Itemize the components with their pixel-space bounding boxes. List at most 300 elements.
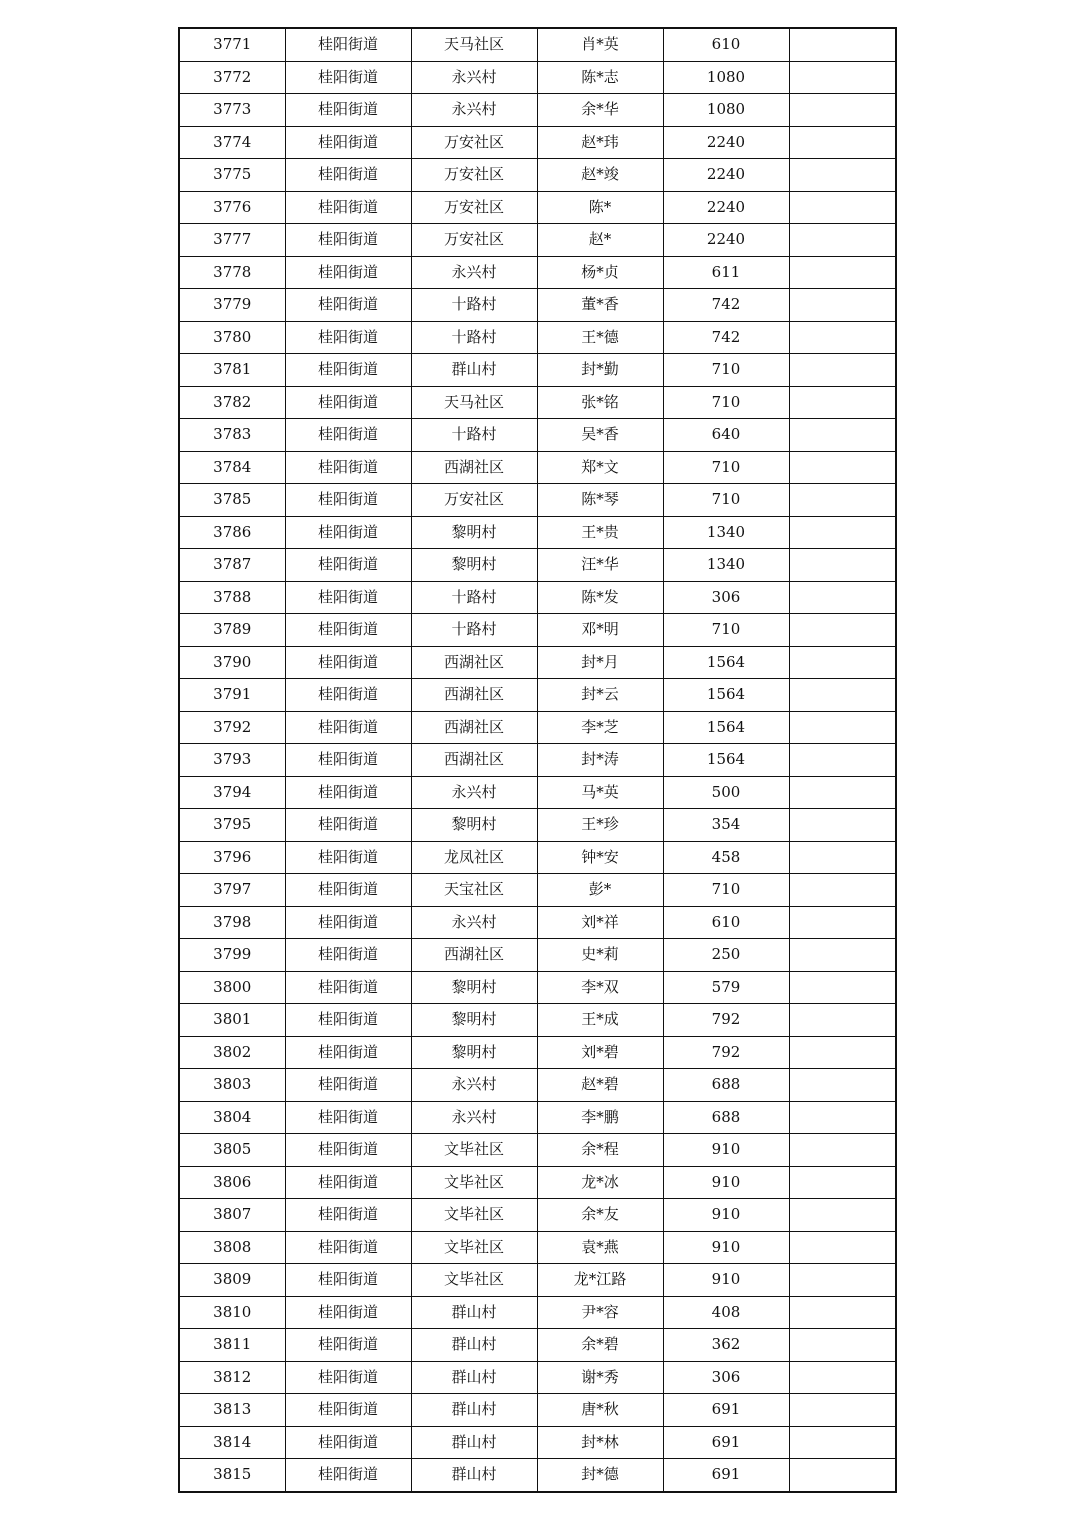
table-row: [179, 1166, 896, 1199]
serial-number-cell: 3781: [179, 354, 285, 387]
name-cell: 封*林: [537, 1426, 663, 1459]
serial-number-cell: 3784: [179, 451, 285, 484]
serial-number-cell: 3771: [179, 28, 285, 61]
table-row: [179, 744, 896, 777]
record-table: [178, 27, 897, 1493]
amount-cell: 579: [663, 971, 789, 1004]
amount-cell: 306: [663, 581, 789, 614]
name-cell: 李*芝: [537, 711, 663, 744]
village-cell: 文毕社区: [411, 1166, 537, 1199]
note-cell: [789, 1394, 896, 1427]
serial-number-cell: 3805: [179, 1134, 285, 1167]
name-cell: 余*友: [537, 1199, 663, 1232]
amount-cell: 408: [663, 1296, 789, 1329]
village-cell: 文毕社区: [411, 1199, 537, 1232]
village-cell: 西湖社区: [411, 744, 537, 777]
amount-cell: 688: [663, 1101, 789, 1134]
serial-number-cell: 3795: [179, 809, 285, 842]
table-row: [179, 94, 896, 127]
street-cell: 桂阳街道: [285, 1004, 411, 1037]
street-cell: 桂阳街道: [285, 1199, 411, 1232]
village-cell: 群山村: [411, 1296, 537, 1329]
table-row: [179, 1394, 896, 1427]
table-row: [179, 419, 896, 452]
amount-cell: 2240: [663, 191, 789, 224]
street-cell: 桂阳街道: [285, 126, 411, 159]
street-cell: 桂阳街道: [285, 419, 411, 452]
street-cell: 桂阳街道: [285, 1166, 411, 1199]
name-cell: 龙*冰: [537, 1166, 663, 1199]
note-cell: [789, 906, 896, 939]
name-cell: 陈*发: [537, 581, 663, 614]
name-cell: 陈*: [537, 191, 663, 224]
village-cell: 西湖社区: [411, 646, 537, 679]
table-row: [179, 646, 896, 679]
serial-number-cell: 3796: [179, 841, 285, 874]
village-cell: 十路村: [411, 614, 537, 647]
serial-number-cell: 3799: [179, 939, 285, 972]
serial-number-cell: 3782: [179, 386, 285, 419]
amount-cell: 1564: [663, 744, 789, 777]
name-cell: 封*云: [537, 679, 663, 712]
village-cell: 永兴村: [411, 1101, 537, 1134]
table-row: [179, 679, 896, 712]
name-cell: 郑*文: [537, 451, 663, 484]
village-cell: 永兴村: [411, 776, 537, 809]
table-row: [179, 354, 896, 387]
village-cell: 十路村: [411, 581, 537, 614]
name-cell: 王*成: [537, 1004, 663, 1037]
table-row: [179, 776, 896, 809]
note-cell: [789, 1069, 896, 1102]
village-cell: 黎明村: [411, 1004, 537, 1037]
table-row: [179, 1231, 896, 1264]
amount-cell: 742: [663, 321, 789, 354]
street-cell: 桂阳街道: [285, 711, 411, 744]
amount-cell: 688: [663, 1069, 789, 1102]
name-cell: 封*涛: [537, 744, 663, 777]
name-cell: 封*勤: [537, 354, 663, 387]
amount-cell: 910: [663, 1264, 789, 1297]
village-cell: 天马社区: [411, 28, 537, 61]
note-cell: [789, 939, 896, 972]
note-cell: [789, 1361, 896, 1394]
street-cell: 桂阳街道: [285, 1036, 411, 1069]
street-cell: 桂阳街道: [285, 256, 411, 289]
table-row: [179, 581, 896, 614]
street-cell: 桂阳街道: [285, 679, 411, 712]
name-cell: 陈*志: [537, 61, 663, 94]
name-cell: 肖*英: [537, 28, 663, 61]
table-row: [179, 1134, 896, 1167]
amount-cell: 1080: [663, 94, 789, 127]
name-cell: 刘*祥: [537, 906, 663, 939]
serial-number-cell: 3773: [179, 94, 285, 127]
name-cell: 唐*秋: [537, 1394, 663, 1427]
serial-number-cell: 3810: [179, 1296, 285, 1329]
table-row: [179, 1004, 896, 1037]
note-cell: [789, 1101, 896, 1134]
amount-cell: 640: [663, 419, 789, 452]
village-cell: 黎明村: [411, 971, 537, 1004]
village-cell: 万安社区: [411, 484, 537, 517]
name-cell: 龙*江路: [537, 1264, 663, 1297]
table-body: [179, 28, 896, 1492]
note-cell: [789, 61, 896, 94]
serial-number-cell: 3806: [179, 1166, 285, 1199]
street-cell: 桂阳街道: [285, 451, 411, 484]
serial-number-cell: 3772: [179, 61, 285, 94]
street-cell: 桂阳街道: [285, 939, 411, 972]
village-cell: 文毕社区: [411, 1134, 537, 1167]
amount-cell: 610: [663, 28, 789, 61]
amount-cell: 691: [663, 1394, 789, 1427]
street-cell: 桂阳街道: [285, 386, 411, 419]
note-cell: [789, 1329, 896, 1362]
note-cell: [789, 159, 896, 192]
name-cell: 陈*琴: [537, 484, 663, 517]
serial-number-cell: 3779: [179, 289, 285, 322]
note-cell: [789, 1459, 896, 1492]
note-cell: [789, 581, 896, 614]
note-cell: [789, 776, 896, 809]
serial-number-cell: 3780: [179, 321, 285, 354]
village-cell: 文毕社区: [411, 1264, 537, 1297]
serial-number-cell: 3794: [179, 776, 285, 809]
note-cell: [789, 1036, 896, 1069]
table-row: [179, 1101, 896, 1134]
note-cell: [789, 744, 896, 777]
amount-cell: 2240: [663, 126, 789, 159]
village-cell: 西湖社区: [411, 451, 537, 484]
amount-cell: 691: [663, 1426, 789, 1459]
street-cell: 桂阳街道: [285, 191, 411, 224]
serial-number-cell: 3790: [179, 646, 285, 679]
street-cell: 桂阳街道: [285, 1231, 411, 1264]
table-row: [179, 614, 896, 647]
note-cell: [789, 1134, 896, 1167]
amount-cell: 710: [663, 874, 789, 907]
note-cell: [789, 451, 896, 484]
village-cell: 群山村: [411, 1394, 537, 1427]
serial-number-cell: 3807: [179, 1199, 285, 1232]
name-cell: 余*程: [537, 1134, 663, 1167]
amount-cell: 792: [663, 1036, 789, 1069]
table-row: [179, 159, 896, 192]
serial-number-cell: 3792: [179, 711, 285, 744]
serial-number-cell: 3813: [179, 1394, 285, 1427]
serial-number-cell: 3786: [179, 516, 285, 549]
street-cell: 桂阳街道: [285, 484, 411, 517]
serial-number-cell: 3777: [179, 224, 285, 257]
street-cell: 桂阳街道: [285, 1296, 411, 1329]
table-row: [179, 28, 896, 61]
street-cell: 桂阳街道: [285, 1426, 411, 1459]
table-row: [179, 971, 896, 1004]
village-cell: 十路村: [411, 321, 537, 354]
table-row: [179, 1329, 896, 1362]
table-row: [179, 61, 896, 94]
name-cell: 封*月: [537, 646, 663, 679]
village-cell: 万安社区: [411, 191, 537, 224]
table-row: [179, 191, 896, 224]
amount-cell: 710: [663, 354, 789, 387]
table-row: [179, 874, 896, 907]
amount-cell: 2240: [663, 159, 789, 192]
serial-number-cell: 3788: [179, 581, 285, 614]
note-cell: [789, 549, 896, 582]
village-cell: 永兴村: [411, 61, 537, 94]
street-cell: 桂阳街道: [285, 516, 411, 549]
table-row: [179, 711, 896, 744]
street-cell: 桂阳街道: [285, 646, 411, 679]
name-cell: 赵*玮: [537, 126, 663, 159]
note-cell: [789, 419, 896, 452]
serial-number-cell: 3803: [179, 1069, 285, 1102]
name-cell: 王*德: [537, 321, 663, 354]
village-cell: 群山村: [411, 1426, 537, 1459]
village-cell: 万安社区: [411, 126, 537, 159]
amount-cell: 2240: [663, 224, 789, 257]
serial-number-cell: 3789: [179, 614, 285, 647]
serial-number-cell: 3798: [179, 906, 285, 939]
note-cell: [789, 711, 896, 744]
amount-cell: 710: [663, 451, 789, 484]
amount-cell: 910: [663, 1231, 789, 1264]
serial-number-cell: 3804: [179, 1101, 285, 1134]
table-row: [179, 126, 896, 159]
street-cell: 桂阳街道: [285, 1134, 411, 1167]
village-cell: 万安社区: [411, 224, 537, 257]
table-row: [179, 256, 896, 289]
street-cell: 桂阳街道: [285, 159, 411, 192]
village-cell: 永兴村: [411, 256, 537, 289]
amount-cell: 500: [663, 776, 789, 809]
street-cell: 桂阳街道: [285, 1329, 411, 1362]
serial-number-cell: 3811: [179, 1329, 285, 1362]
name-cell: 董*香: [537, 289, 663, 322]
note-cell: [789, 224, 896, 257]
street-cell: 桂阳街道: [285, 841, 411, 874]
name-cell: 赵*竣: [537, 159, 663, 192]
name-cell: 李*鹏: [537, 1101, 663, 1134]
note-cell: [789, 1199, 896, 1232]
serial-number-cell: 3791: [179, 679, 285, 712]
street-cell: 桂阳街道: [285, 809, 411, 842]
note-cell: [789, 191, 896, 224]
street-cell: 桂阳街道: [285, 1459, 411, 1492]
amount-cell: 610: [663, 906, 789, 939]
amount-cell: 1564: [663, 679, 789, 712]
village-cell: 十路村: [411, 289, 537, 322]
name-cell: 王*珍: [537, 809, 663, 842]
table-row: [179, 386, 896, 419]
village-cell: 西湖社区: [411, 711, 537, 744]
name-cell: 谢*秀: [537, 1361, 663, 1394]
amount-cell: 458: [663, 841, 789, 874]
village-cell: 文毕社区: [411, 1231, 537, 1264]
street-cell: 桂阳街道: [285, 971, 411, 1004]
name-cell: 尹*容: [537, 1296, 663, 1329]
village-cell: 西湖社区: [411, 939, 537, 972]
amount-cell: 306: [663, 1361, 789, 1394]
table-row: [179, 289, 896, 322]
serial-number-cell: 3776: [179, 191, 285, 224]
street-cell: 桂阳街道: [285, 874, 411, 907]
name-cell: 彭*: [537, 874, 663, 907]
village-cell: 西湖社区: [411, 679, 537, 712]
note-cell: [789, 126, 896, 159]
table-row: [179, 1296, 896, 1329]
note-cell: [789, 516, 896, 549]
amount-cell: 710: [663, 484, 789, 517]
village-cell: 永兴村: [411, 1069, 537, 1102]
name-cell: 钟*安: [537, 841, 663, 874]
table-row: [179, 939, 896, 972]
note-cell: [789, 1426, 896, 1459]
street-cell: 桂阳街道: [285, 28, 411, 61]
amount-cell: 250: [663, 939, 789, 972]
serial-number-cell: 3785: [179, 484, 285, 517]
note-cell: [789, 1004, 896, 1037]
village-cell: 群山村: [411, 1361, 537, 1394]
village-cell: 黎明村: [411, 1036, 537, 1069]
name-cell: 马*英: [537, 776, 663, 809]
amount-cell: 1564: [663, 646, 789, 679]
note-cell: [789, 679, 896, 712]
note-cell: [789, 809, 896, 842]
village-cell: 十路村: [411, 419, 537, 452]
note-cell: [789, 289, 896, 322]
street-cell: 桂阳街道: [285, 744, 411, 777]
name-cell: 李*双: [537, 971, 663, 1004]
village-cell: 永兴村: [411, 906, 537, 939]
village-cell: 万安社区: [411, 159, 537, 192]
note-cell: [789, 1296, 896, 1329]
table-row: [179, 1264, 896, 1297]
serial-number-cell: 3801: [179, 1004, 285, 1037]
note-cell: [789, 1264, 896, 1297]
street-cell: 桂阳街道: [285, 581, 411, 614]
amount-cell: 792: [663, 1004, 789, 1037]
note-cell: [789, 874, 896, 907]
name-cell: 余*碧: [537, 1329, 663, 1362]
street-cell: 桂阳街道: [285, 776, 411, 809]
serial-number-cell: 3787: [179, 549, 285, 582]
note-cell: [789, 646, 896, 679]
note-cell: [789, 354, 896, 387]
village-cell: 群山村: [411, 354, 537, 387]
serial-number-cell: 3808: [179, 1231, 285, 1264]
table-row: [179, 1426, 896, 1459]
table-row: [179, 516, 896, 549]
serial-number-cell: 3775: [179, 159, 285, 192]
village-cell: 群山村: [411, 1459, 537, 1492]
amount-cell: 910: [663, 1134, 789, 1167]
note-cell: [789, 321, 896, 354]
name-cell: 汪*华: [537, 549, 663, 582]
street-cell: 桂阳街道: [285, 354, 411, 387]
table-row: [179, 1459, 896, 1492]
table-row: [179, 1036, 896, 1069]
village-cell: 天马社区: [411, 386, 537, 419]
street-cell: 桂阳街道: [285, 1264, 411, 1297]
street-cell: 桂阳街道: [285, 61, 411, 94]
note-cell: [789, 94, 896, 127]
note-cell: [789, 841, 896, 874]
note-cell: [789, 971, 896, 1004]
note-cell: [789, 256, 896, 289]
amount-cell: 710: [663, 386, 789, 419]
amount-cell: 1340: [663, 516, 789, 549]
amount-cell: 354: [663, 809, 789, 842]
serial-number-cell: 3814: [179, 1426, 285, 1459]
amount-cell: 362: [663, 1329, 789, 1362]
table-row: [179, 549, 896, 582]
note-cell: [789, 484, 896, 517]
table-row: [179, 1361, 896, 1394]
street-cell: 桂阳街道: [285, 1101, 411, 1134]
table-row: [179, 1199, 896, 1232]
street-cell: 桂阳街道: [285, 94, 411, 127]
name-cell: 袁*燕: [537, 1231, 663, 1264]
village-cell: 黎明村: [411, 809, 537, 842]
street-cell: 桂阳街道: [285, 549, 411, 582]
name-cell: 赵*碧: [537, 1069, 663, 1102]
village-cell: 永兴村: [411, 94, 537, 127]
name-cell: 封*德: [537, 1459, 663, 1492]
table-row: [179, 224, 896, 257]
street-cell: 桂阳街道: [285, 614, 411, 647]
name-cell: 赵*: [537, 224, 663, 257]
name-cell: 余*华: [537, 94, 663, 127]
table-row: [179, 841, 896, 874]
street-cell: 桂阳街道: [285, 1361, 411, 1394]
serial-number-cell: 3774: [179, 126, 285, 159]
name-cell: 张*铭: [537, 386, 663, 419]
serial-number-cell: 3802: [179, 1036, 285, 1069]
name-cell: 王*贵: [537, 516, 663, 549]
amount-cell: 691: [663, 1459, 789, 1492]
street-cell: 桂阳街道: [285, 1069, 411, 1102]
serial-number-cell: 3778: [179, 256, 285, 289]
street-cell: 桂阳街道: [285, 906, 411, 939]
street-cell: 桂阳街道: [285, 224, 411, 257]
amount-cell: 910: [663, 1199, 789, 1232]
village-cell: 黎明村: [411, 516, 537, 549]
village-cell: 龙凤社区: [411, 841, 537, 874]
street-cell: 桂阳街道: [285, 321, 411, 354]
street-cell: 桂阳街道: [285, 1394, 411, 1427]
table-row: [179, 321, 896, 354]
table-row: [179, 809, 896, 842]
note-cell: [789, 386, 896, 419]
table-row: [179, 1069, 896, 1102]
name-cell: 刘*碧: [537, 1036, 663, 1069]
amount-cell: 611: [663, 256, 789, 289]
serial-number-cell: 3812: [179, 1361, 285, 1394]
note-cell: [789, 1231, 896, 1264]
table-row: [179, 484, 896, 517]
serial-number-cell: 3809: [179, 1264, 285, 1297]
serial-number-cell: 3800: [179, 971, 285, 1004]
serial-number-cell: 3783: [179, 419, 285, 452]
amount-cell: 1340: [663, 549, 789, 582]
serial-number-cell: 3815: [179, 1459, 285, 1492]
village-cell: 天宝社区: [411, 874, 537, 907]
name-cell: 杨*贞: [537, 256, 663, 289]
village-cell: 黎明村: [411, 549, 537, 582]
